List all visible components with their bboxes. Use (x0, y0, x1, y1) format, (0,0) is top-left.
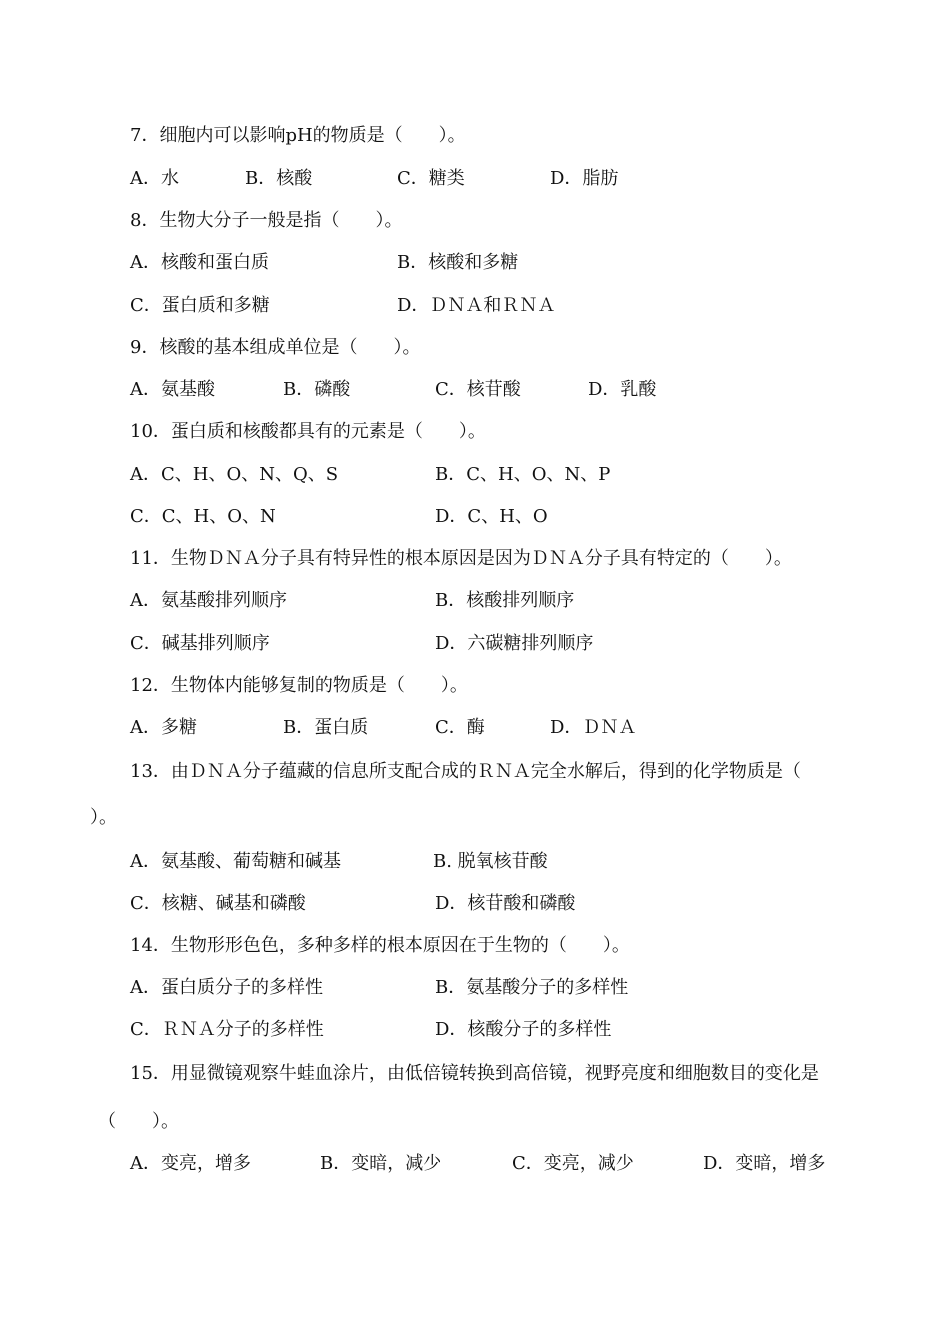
q11-option-c: C．碱基排列顺序 (130, 633, 270, 654)
q10-option-c: C．C、H、O、N (130, 506, 276, 527)
q10-option-a: A．C、H、O、N、Q、S (130, 464, 339, 485)
q7-option-b: B．核酸 (245, 168, 313, 189)
question-12-stem: 12．生物体内能够复制的物质是（ ）。 (130, 675, 468, 696)
q7-option-d: D．脂肪 (550, 168, 619, 189)
question-14-stem: 14．生物形形色色，多种多样的根本原因在于生物的（ ）。 (130, 935, 630, 956)
q11-option-a: A．氨基酸排列顺序 (130, 590, 287, 611)
q9-option-c: C．核苷酸 (435, 379, 521, 400)
q8-option-c: C．蛋白质和多糖 (130, 295, 270, 316)
q14-option-b: B．氨基酸分子的多样性 (435, 977, 629, 998)
q12-option-c: C．酶 (435, 717, 485, 738)
q8-option-d: D．ＤＮＡ和ＲＮＡ (397, 295, 556, 316)
question-13-stem-continued: ）。 (90, 807, 117, 828)
q12-option-d: D．ＤＮＡ (550, 717, 637, 738)
q8-option-b: B．核酸和多糖 (397, 252, 519, 273)
question-13-stem: 13．由ＤＮＡ分子蕴藏的信息所支配合成的ＲＮＡ完全水解后，得到的化学物质是（ (130, 761, 801, 782)
q15-option-c: C．变亮，减少 (512, 1153, 634, 1174)
q7-option-a: A．水 (130, 168, 179, 189)
q12-option-b: B．蛋白质 (283, 717, 369, 738)
q15-option-b: B．变暗，减少 (320, 1153, 442, 1174)
q13-option-b: B. 脱氧核苷酸 (433, 851, 548, 872)
question-8-stem: 8．生物大分子一般是指（ ）。 (130, 210, 403, 231)
q13-option-c: C．核糖、碱基和磷酸 (130, 893, 306, 914)
q10-option-b: B．C、H、O、N、P (435, 464, 611, 485)
q13-option-a: A．氨基酸、葡萄糖和碱基 (130, 851, 341, 872)
q15-option-a: A．变亮，增多 (130, 1153, 251, 1174)
question-7-stem: 7．细胞内可以影响pH的物质是（ ）。 (130, 125, 466, 146)
q10-option-d: D．C、H、O (435, 506, 548, 527)
q12-option-a: A．多糖 (130, 717, 197, 738)
q9-option-d: D．乳酸 (588, 379, 657, 400)
question-11-stem: 11．生物ＤＮＡ分子具有特异性的根本原因是因为ＤＮＡ分子具有特定的（ ）。 (130, 548, 792, 569)
q8-option-a: A．核酸和蛋白质 (130, 252, 269, 273)
question-15-stem: 15．用显微镜观察牛蛙血涂片，由低倍镜转换到高倍镜，视野亮度和细胞数目的变化是 (130, 1063, 819, 1084)
q15-option-d: D．变暗，增多 (703, 1153, 826, 1174)
q14-option-a: A．蛋白质分子的多样性 (130, 977, 323, 998)
q9-option-b: B．磷酸 (283, 379, 351, 400)
question-15-stem-continued: （ ）。 (98, 1111, 179, 1132)
q7-option-c: C．糖类 (397, 168, 465, 189)
q14-option-c: C．ＲＮＡ分子的多样性 (130, 1019, 324, 1040)
q11-option-b: B．核酸排列顺序 (435, 590, 575, 611)
q11-option-d: D．六碳糖排列顺序 (435, 633, 594, 654)
q14-option-d: D．核酸分子的多样性 (435, 1019, 612, 1040)
question-10-stem: 10．蛋白质和核酸都具有的元素是（ ）。 (130, 421, 486, 442)
q13-option-d: D．核苷酸和磷酸 (435, 893, 576, 914)
question-9-stem: 9．核酸的基本组成单位是（ ）。 (130, 337, 421, 358)
q9-option-a: A．氨基酸 (130, 379, 215, 400)
